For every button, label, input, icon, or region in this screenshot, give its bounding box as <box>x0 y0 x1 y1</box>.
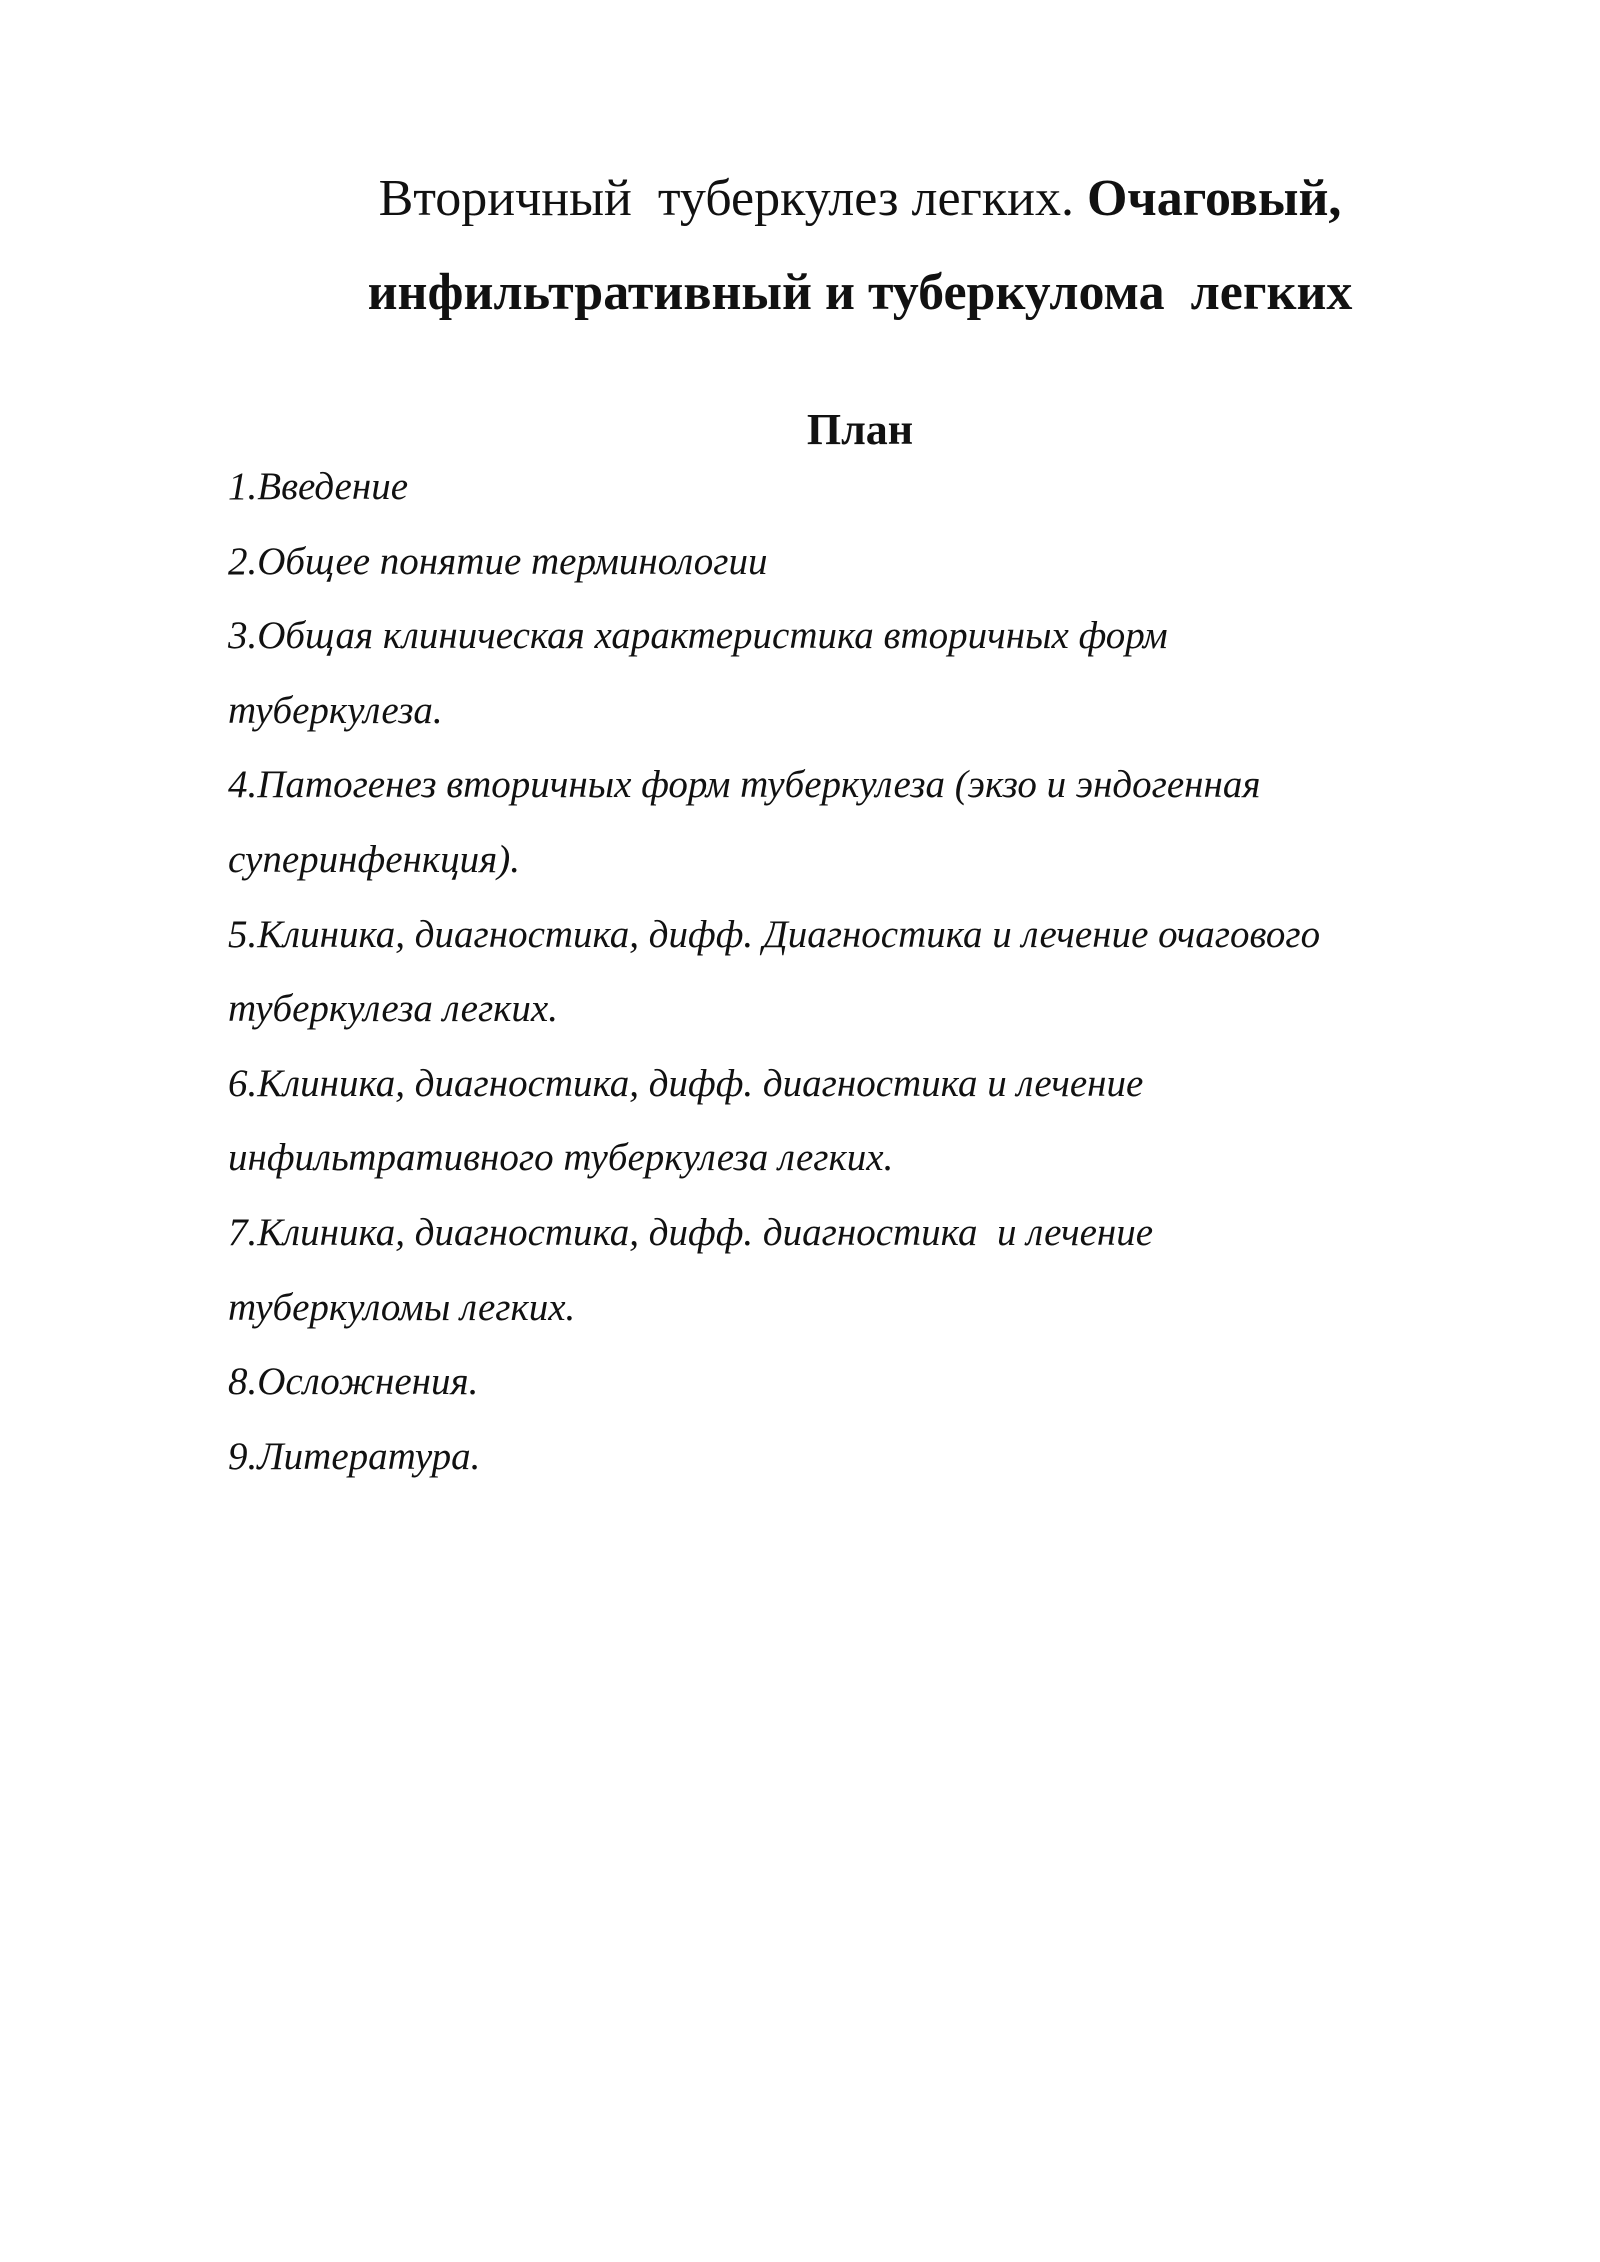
title-normal-text: Вторичный туберкулез легких. <box>378 170 1087 227</box>
plan-item-4-continued <box>228 823 1508 898</box>
plan-item-7-continued <box>228 1271 1508 1346</box>
plan-item-text: 1.Введение <box>228 465 409 508</box>
title-line-1 <box>230 152 1490 246</box>
plan-item-2 <box>228 525 1508 600</box>
title-bold-text: Очаговый, <box>1086 170 1342 227</box>
plan-item-text: 5.Клиника, диагностика, дифф. Диагностика и лечение очагового <box>228 912 1321 956</box>
plan-item-text: инфильтративного туберкулеза легких. <box>228 1136 894 1180</box>
plan-item-5 <box>228 898 1508 973</box>
plan-item-5-continued <box>228 972 1508 1047</box>
plan-item-text: 4.Патогенез вторичных форм туберкулеза (экзо и эндогенная <box>228 763 1261 807</box>
plan-item-text: 7.Клиника, диагностика, дифф. диагностика и лечение <box>228 1210 1154 1254</box>
plan-item-text: 2.Общее понятие терминологии <box>228 539 768 583</box>
plan-item-text: туберкуломы легких. <box>228 1285 576 1329</box>
plan-heading: План <box>806 405 914 454</box>
plan-item-3-continued <box>228 674 1508 749</box>
plan-item-9 <box>228 1420 1508 1495</box>
plan-item-text: туберкулеза. <box>228 688 443 732</box>
plan-item-7 <box>228 1196 1508 1271</box>
plan-item-8 <box>228 1345 1508 1420</box>
plan-item-text: 8.Осложнения. <box>228 1360 479 1404</box>
plan-item-4 <box>228 748 1508 823</box>
plan-item-3 <box>228 599 1508 674</box>
plan-item-6 <box>228 1047 1508 1122</box>
plan-item-1 <box>228 450 1508 525</box>
plan-item-text: 3.Общая клиническая характеристика вторичных форм <box>228 614 1168 658</box>
plan-item-text: 9.Литература. <box>228 1434 481 1478</box>
plan-item-text: суперинфенкция). <box>228 837 520 881</box>
document-title <box>230 152 1490 340</box>
plan-item-text: туберкулеза легких. <box>228 987 558 1031</box>
plan-list <box>228 450 1508 1494</box>
plan-item-6-continued <box>228 1121 1508 1196</box>
title-line-2: инфильтративный и туберкулома легких <box>367 264 1353 321</box>
plan-item-text: 6.Клиника, диагностика, дифф. диагностика и лечение <box>228 1061 1144 1105</box>
